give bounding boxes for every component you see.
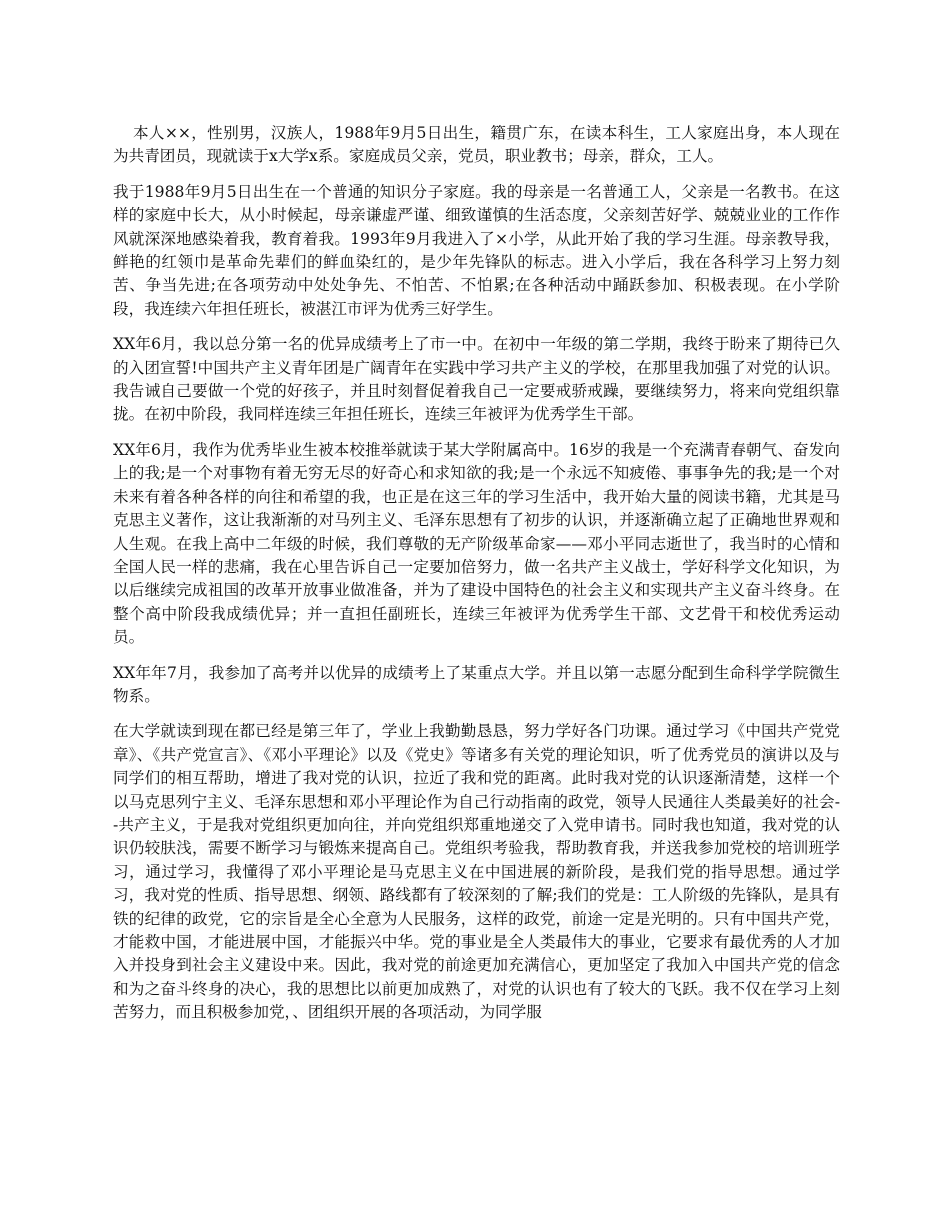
paragraph-college-entrance: XX年年7月，我参加了高考并以优异的成绩考上了某重点大学。并且以第一志愿分配到生命科学学院微生物系。 [113,663,840,705]
paragraph-high-school: XX年6月，我作为优秀毕业生被本校推举就读于某大学附属高中。16岁的我是一个充满青春朝气、奋发向上的我;是一个对事物有着无穷无尽的好奇心和求知欲的我;是一个永远不知疲倦、事事争先的我;是一个对未来有着各种各样的向往和希望的我，也正是在这三年的学习生活中，我开始大量的阅读书籍，尤其是马克思主义著作，这让我渐渐的对马列主义、毛泽东思想有了初步的认识，并逐渐确立起了正确地世界观和人生观。在我上高中二年级的时候，我们尊敬的无产阶级革命家——邓小平同志逝世了，我当时的心情和全国人民一样的悲痛，我在心里告诉自己一定要加倍努力，做一名共产主义战士，学好科学文化知识，为以后继续完成祖国的改革开放事业做准备，并为了建设中国特色的社会主义和实现共产主义奋斗终身。在整个高中阶段我成绩优异；并一直担任副班长，连续三年被评为优秀学生干部、文艺骨干和校优秀运动员。 [113,440,840,647]
document-page [113,122,840,1037]
paragraph-childhood: 我于1988年9月5日出生在一个普通的知识分子家庭。我的母亲是一名普通工人，父亲是一名教书。在这样的家庭中长大，从小时候起，母亲谦虚严谨、细致谨慎的生活态度，父亲刻苦好学、兢兢业业的工作作风就深深地感染着我，教育着我。1993年9月我进入了×小学，从此开始了我的学习生涯。母亲教导我，鲜艳的红领巾是革命先辈们的鲜血染红的，是少年先锋队的标志。进入小学后，我在各科学习上努力刻苦、争当先进;在各项劳动中处处争先、不怕苦、不怕累;在各种活动中踊跃参加、积极表现。在小学阶段，我连续六年担任班长，被湛江市评为优秀三好学生。 [113,182,840,318]
paragraph-university: 在大学就读到现在都已经是第三年了，学业上我勤勤恳恳，努力学好各门功课。通过学习《中国共产党党章》、《共产党宣言》、《邓小平理论》以及《党史》等诸多有关党的理论知识，听了优秀党员的演讲以及与同学们的相互帮助，增进了我对党的认识，拉近了我和党的距离。此时我对党的认识逐渐清楚，这样一个以马克思列宁主义、毛泽东思想和邓小平理论作为自己行动指南的政党，领导人民通往人类最美好的社会--共产主义，于是我对党组织更加向往，并向党组织郑重地递交了入党申请书。同时我也知道，我对党的认识仍较肤浅，需要不断学习与锻炼来提高自己。党组织考验我，帮助教育我，并送我参加党校的培训班学习，通过学习，我懂得了邓小平理论是马克思主义在中国进展的新阶段，是我们党的指导思想。通过学习，我对党的性质、指导思想、纲领、路线都有了较深刻的了解;我们的党是：工人阶级的先锋队，是具有铁的纪律的政党，它的宗旨是全心全意为人民服务，这样的政党，前途一定是光明的。只有中国共产党，才能救中国，才能进展中国，才能振兴中华。党的事业是全人类最伟大的事业，它要求有最优秀的人才加入并投身到社会主义建设中来。因此，我对党的前途更加充满信心，更加坚定了我加入中国共产党的信念和为之奋斗终身的决心，我的思想比以前更加成熟了，对党的认识也有了较大的飞跃。我不仅在学习上刻苦努力，而且积极参加党，、团组织开展的各项活动，为同学服 [113,722,840,1022]
paragraph-middle-school: XX年6月，我以总分第一名的优异成绩考上了市一中。在初中一年级的第二学期，我终于盼来了期待已久的入团宣誓!中国共产主义青年团是广阔青年在实践中学习共产主义的学校，在那里我加强了对党的认识。我告诫自己要做一个党的好孩子，并且时刻督促着我自己一定要戒骄戒躁，要继续努力，将来向党组织靠拢。在初中阶段，我同样连续三年担任班长，连续三年被评为优秀学生干部。 [113,335,840,424]
paragraph-personal-info: 本人××，性别男，汉族人，1988年9月5日出生，籍贯广东，在读本科生，工人家庭出身，本人现在为共青团员，现就读于x大学x系。家庭成员父亲，党员，职业教书；母亲，群众，工人。 [113,124,840,166]
